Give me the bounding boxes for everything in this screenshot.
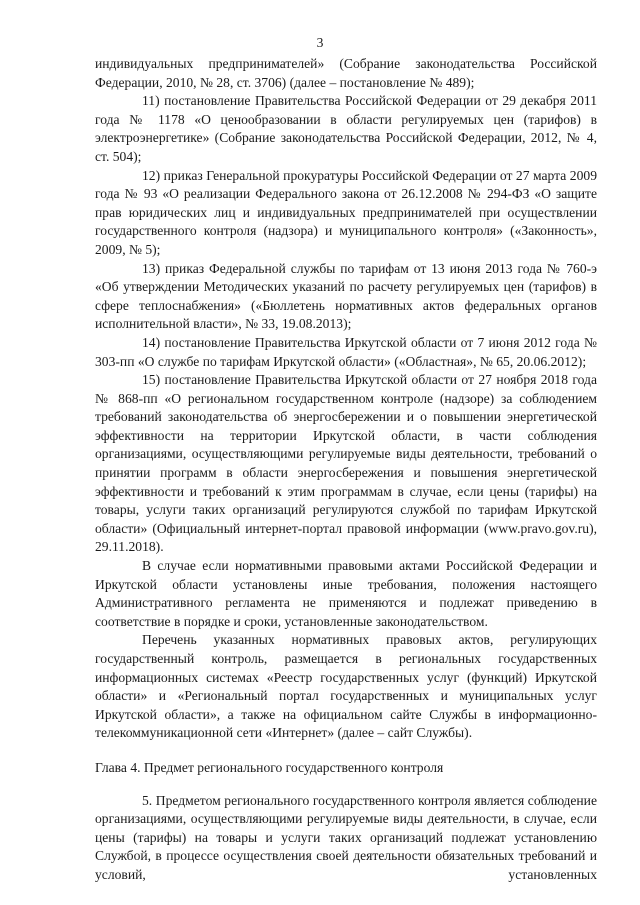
paragraph-other-requirements: В случае если нормативными правовыми актами Российской Федерации и Иркутской области установлены иные требования, положения настоящего Административного регламента не применяются и подлежат приведению в соответствие в порядке и сроки, установленные законодательством. — [95, 558, 597, 629]
paragraph-item-12: 12) приказ Генеральной прокуратуры Российской Федерации от 27 марта 2009 года № 93 «О реализации Федерального закона от 26.12.2008 № 294-ФЗ «О защите прав юридических лиц и индивидуальных предпринимателей при осуществлении государственного контроля (надзора) и муниципального контроля» («Законность», 2009, № 5); — [95, 167, 597, 257]
paragraph-item-5: 5. Предметом регионального государственного контроля является соблюдение организациями, осуществляющими регулируемые виды деятельности, в случае, если цены (тарифы) на товары и услуги таких организаций подлежат установлению Службой, в процессе осуществления своей деятельности обязательных требований и условий, установленных — [95, 792, 597, 882]
paragraph-item-15: 15) постановление Правительства Иркутской области от 27 ноября 2018 года № 868-пп «О региональном государственном контроле (надзоре) за соблюдением требований законодательства об энергосбережении и о повышении энергетической эффективности на территории Иркутской области, в части соблюдения организациями, осуществляющими регулируемые виды деятельности, требований о принятии программ в области энергосбережения и повышения энергетической эффективности и требований к этим программам в случае, если цены (тарифы) на товары, услуги таких организаций регулируются службой по тарифам Иркутской области» (Официальный интернет-портал правовой информации (www.pravo.gov.ru), 29.11.2018). — [95, 372, 597, 555]
paragraph-list-publication: Перечень указанных нормативных правовых актов, регулирующих государственный контроль, размещается в региональных государственных информационных системах «Реестр государственных услуг (функций) Иркутской области» и «Региональный портал государственных и муниципальных услуг Иркутской области», а также на официальном сайте Службы в информационно-телекоммуникационной сети «Интернет» (далее – сайт Службы). — [95, 632, 597, 741]
paragraph-item-13: 13) приказ Федеральной службы по тарифам от 13 июня 2013 года № 760-э «Об утверждении Методических указаний по расчету регулируемых цен (тарифов) в сфере теплоснабжения» («Бюллетень нормативных актов федеральных органов исполнительной власти», № 33, 19.08.2013); — [95, 260, 597, 332]
page-number: 3 — [316, 35, 324, 50]
paragraph-item-11: 11) постановление Правительства Российской Федерации от 29 декабря 2011 года № 1178 «О ценообразовании в области регулируемых цен (тарифов) в электроэнергетике» (Собрание законодательства Российской Федерации, 2012, № 4, ст. 504); — [95, 93, 597, 164]
chapter-heading: Глава 4. Предмет регионального государственного контроля — [95, 759, 444, 775]
paragraph-item-14: 14) постановление Правительства Иркутской области от 7 июня 2012 года № 303-пп «О службе по тарифам Иркутской области» («Областная», № 65, 20.06.2012); — [95, 334, 597, 369]
paragraph-continuation: индивидуальных предпринимателей» (Собрание законодательства Российской Федерации, 2010, № 28, ст. 3706) (далее – постановление № 489); — [95, 56, 597, 90]
document-body — [95, 55, 597, 885]
